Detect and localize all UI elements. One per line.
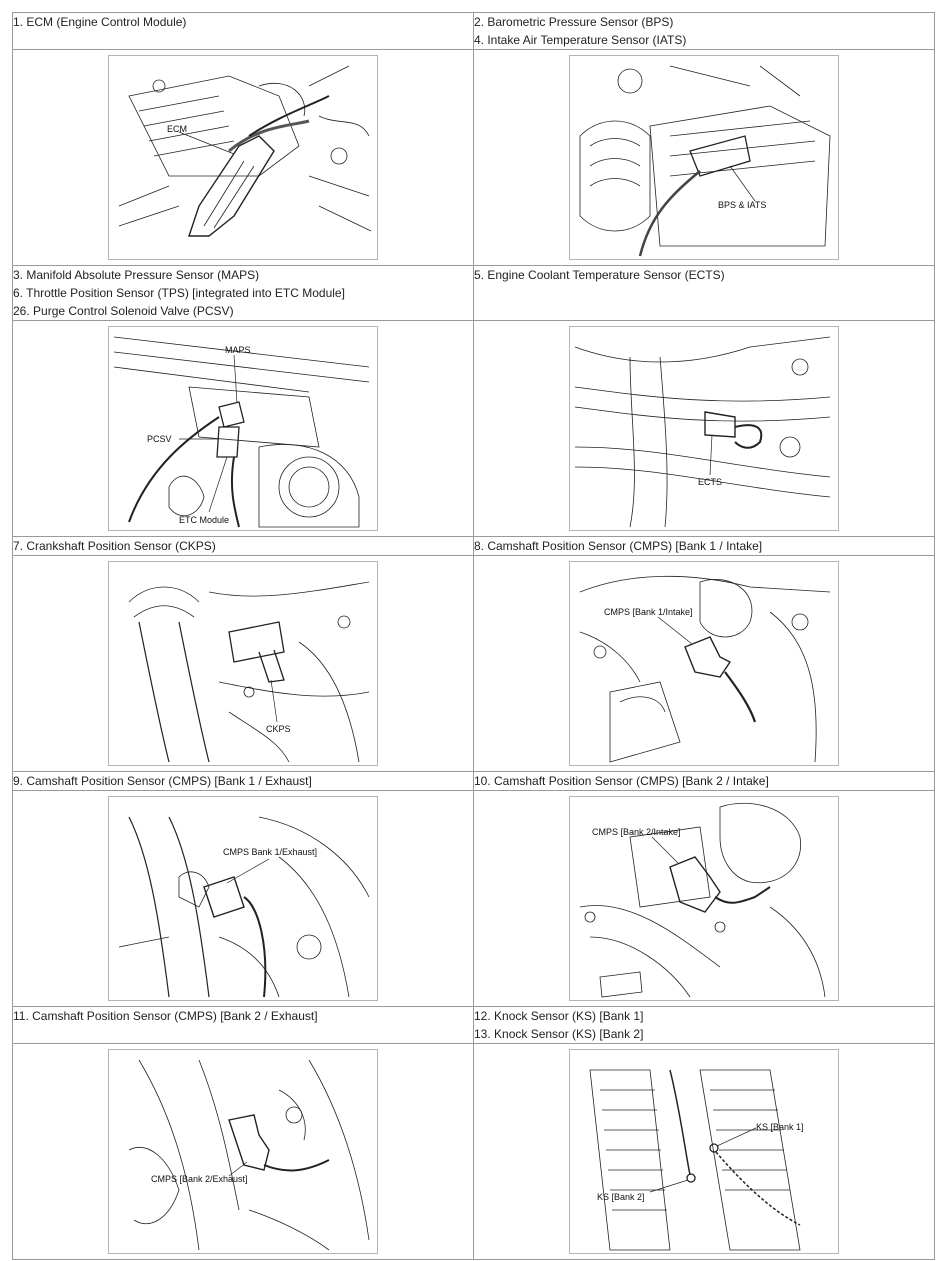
caption-cell	[13, 13, 474, 50]
caption-cell	[474, 772, 935, 791]
caption-line: 2. Barometric Pressure Sensor (BPS)	[474, 15, 674, 29]
caption-line: 7. Crankshaft Position Sensor (CKPS)	[13, 539, 216, 553]
callout-label: KS [Bank 2]	[597, 1192, 645, 1202]
cmps-bank2-intake-illustration	[569, 796, 839, 1001]
caption-line: 5. Engine Coolant Temperature Sensor (ECTS)	[474, 268, 725, 282]
caption-cell	[13, 537, 474, 556]
illustration-cell	[474, 50, 935, 266]
illustration-cell	[13, 791, 474, 1007]
caption-line: 13. Knock Sensor (KS) [Bank 2]	[474, 1027, 644, 1041]
caption-line: 9. Camshaft Position Sensor (CMPS) [Bank 1 / Exhaust]	[13, 774, 312, 788]
callout-label: ETC Module	[179, 515, 230, 525]
caption-line: 26. Purge Control Solenoid Valve (PCSV)	[13, 304, 234, 318]
illustration-row	[13, 321, 935, 537]
caption-line: 1. ECM (Engine Control Module)	[13, 15, 187, 29]
caption-line: 10. Camshaft Position Sensor (CMPS) [Bank 2 / Intake]	[474, 774, 769, 788]
caption-row	[13, 772, 935, 791]
illustration-cell	[474, 1044, 935, 1260]
illustration-row	[13, 1044, 935, 1260]
illustration-row	[13, 556, 935, 772]
callout-label: CKPS	[266, 724, 291, 734]
caption-cell	[13, 1007, 474, 1044]
caption-line: 11. Camshaft Position Sensor (CMPS) [Bank 2 / Exhaust]	[13, 1009, 318, 1023]
caption-row	[13, 266, 935, 321]
callout-label: PCSV	[147, 434, 172, 444]
illustration-cell	[13, 50, 474, 266]
cmps-bank1-exhaust-illustration	[108, 796, 378, 1001]
illustration-cell	[474, 556, 935, 772]
cmps-bank1-intake-illustration	[569, 561, 839, 766]
caption-row	[13, 13, 935, 50]
illustration-row	[13, 791, 935, 1007]
caption-cell	[474, 1007, 935, 1044]
ects-illustration	[569, 326, 839, 531]
caption-line: 6. Throttle Position Sensor (TPS) [integrated into ETC Module]	[13, 286, 345, 300]
knock-sensor-illustration	[569, 1049, 839, 1254]
callout-label: MAPS	[225, 345, 251, 355]
caption-line: 12. Knock Sensor (KS) [Bank 1]	[474, 1009, 644, 1023]
illustration-cell	[474, 791, 935, 1007]
caption-cell	[13, 772, 474, 791]
bps-iats-illustration	[569, 55, 839, 260]
illustration-cell	[474, 321, 935, 537]
maps-pcsv-illustration	[108, 326, 378, 531]
ecm-illustration	[108, 55, 378, 260]
callout-label: CMPS Bank 1/Exhaust]	[223, 847, 318, 857]
callout-label: CMPS [Bank 2/Intake]	[592, 827, 681, 837]
caption-cell	[13, 266, 474, 321]
caption-cell	[474, 266, 935, 321]
callout-label: CMPS [Bank 1/Intake]	[604, 607, 693, 617]
caption-line: 8. Camshaft Position Sensor (CMPS) [Bank 1 / Intake]	[474, 539, 763, 553]
callout-label: ECM	[167, 124, 187, 134]
callout-label: CMPS [Bank 2/Exhaust]	[151, 1174, 248, 1184]
caption-line: 3. Manifold Absolute Pressure Sensor (MAPS)	[13, 268, 260, 282]
illustration-row	[13, 50, 935, 266]
callout-label: BPS & IATS	[718, 200, 767, 210]
callout-label: ECTS	[698, 477, 723, 487]
cmps-bank2-exhaust-illustration	[108, 1049, 378, 1254]
caption-line: 4. Intake Air Temperature Sensor (IATS)	[474, 33, 687, 47]
caption-cell	[474, 537, 935, 556]
ckps-illustration	[108, 561, 378, 766]
illustration-cell	[13, 321, 474, 537]
caption-row	[13, 537, 935, 556]
callout-label: KS [Bank 1]	[756, 1122, 804, 1132]
illustration-cell	[13, 556, 474, 772]
caption-cell	[474, 13, 935, 50]
caption-row	[13, 1007, 935, 1044]
sensor-location-table	[12, 12, 935, 1260]
illustration-cell	[13, 1044, 474, 1260]
